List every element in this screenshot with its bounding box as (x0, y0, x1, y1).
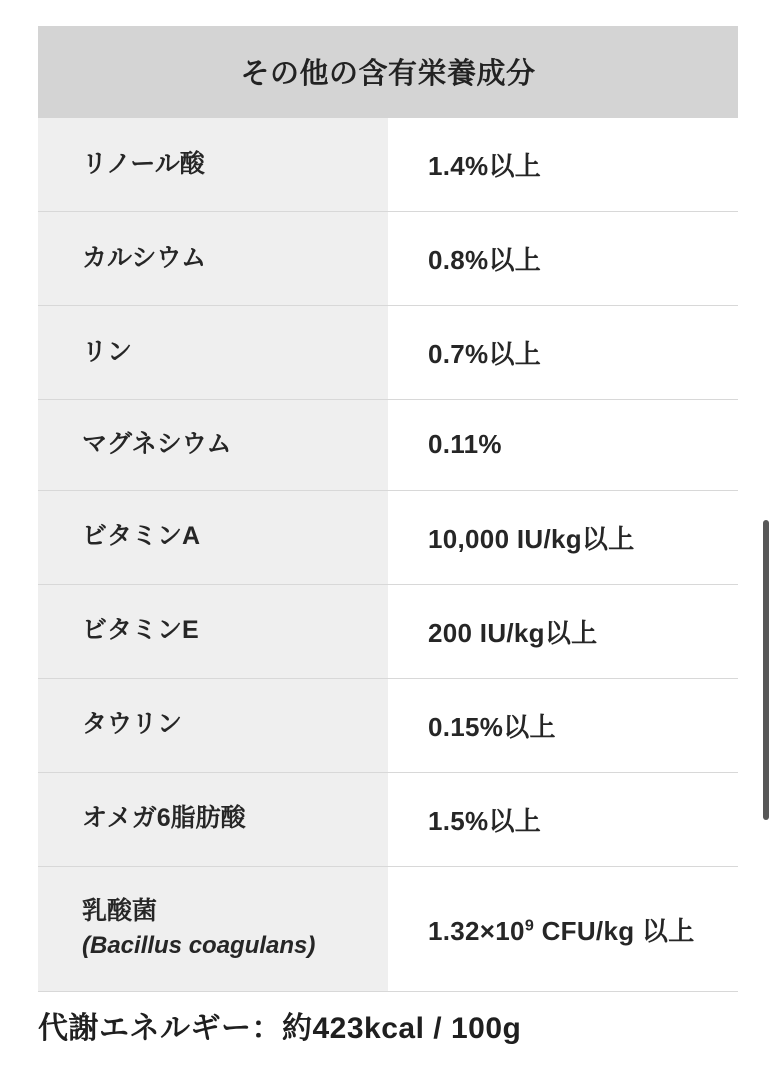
nutrient-value: 0.11% (388, 400, 738, 491)
nutrient-value-prefix: 1.32×10 (428, 915, 525, 946)
table-row (38, 866, 738, 992)
table-row (38, 490, 738, 584)
metabolic-energy-text: 代謝エネルギー：約423kcal / 100g (38, 1012, 522, 1045)
nutrient-name: カルシウム (38, 212, 388, 306)
table-row (38, 118, 738, 212)
nutrient-name: リノール酸 (38, 118, 388, 212)
nutrient-value: 0.7%以上 (388, 306, 738, 400)
table-title: その他の含有栄養成分 (38, 26, 738, 118)
nutrient-name: ビタミンE (38, 584, 388, 678)
scrollbar-thumb[interactable] (763, 520, 769, 820)
table-row (38, 306, 738, 400)
nutrient-name: オメガ6脂肪酸 (38, 772, 388, 866)
nutrient-name: マグネシウム (38, 400, 388, 491)
nutrient-value: 10,000 IU/kg以上 (388, 490, 738, 584)
nutrient-name-main: 乳酸菌 (82, 896, 158, 925)
nutrient-value: 0.8%以上 (388, 212, 738, 306)
nutrient-name: リン (38, 306, 388, 400)
table-row (38, 584, 738, 678)
table-row (38, 212, 738, 306)
nutrient-name-scientific: (Bacillus coagulans) (82, 931, 316, 959)
nutrient-value: 0.15%以上 (388, 678, 738, 772)
nutrient-name (38, 866, 388, 992)
table-title-row (38, 26, 738, 118)
nutrient-name: タウリン (38, 678, 388, 772)
nutrient-value: 1.4%以上 (388, 118, 738, 212)
nutrition-table (38, 26, 738, 992)
nutrient-name: ビタミンA (38, 490, 388, 584)
table-row (38, 400, 738, 491)
nutrient-value-suffix: CFU/kg 以上 (534, 915, 695, 946)
table-row (38, 772, 738, 866)
nutrient-value-exponent: 9 (524, 915, 535, 934)
nutrient-value: 200 IU/kg以上 (388, 584, 738, 678)
nutrient-value (388, 866, 738, 992)
table-row (38, 678, 738, 772)
nutrient-value: 1.5%以上 (388, 772, 738, 866)
